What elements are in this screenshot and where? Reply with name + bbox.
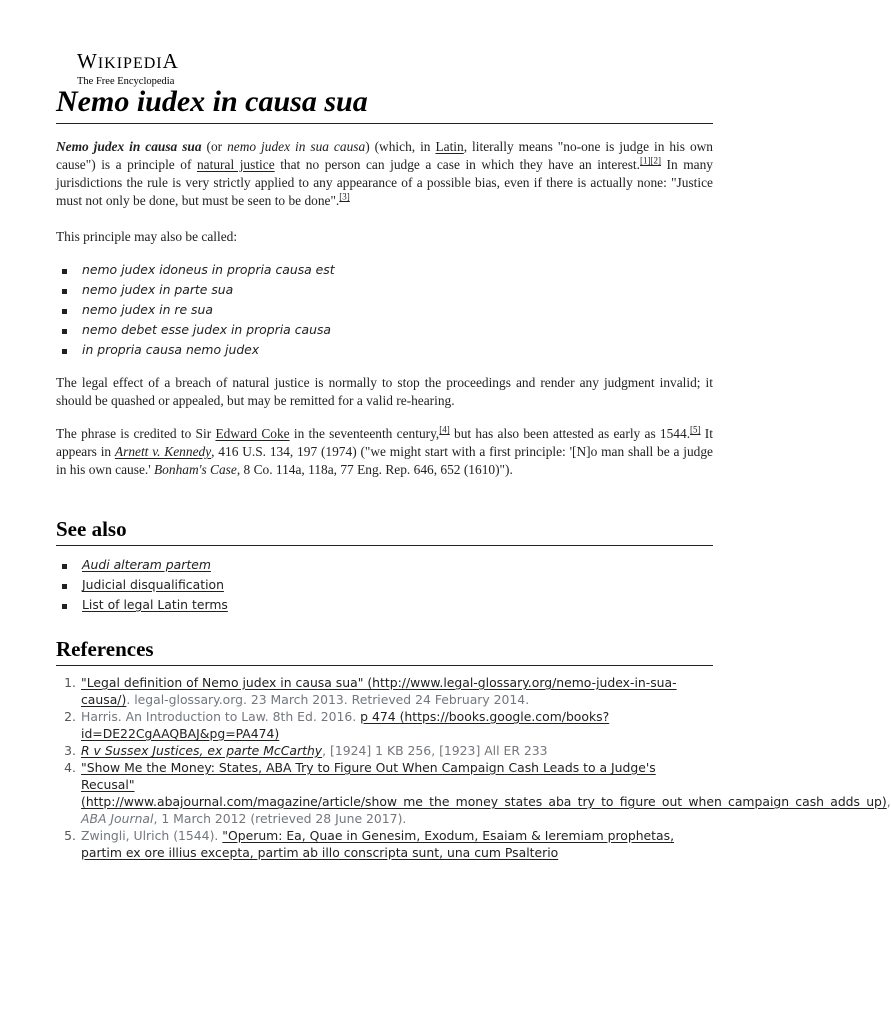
list-item: nemo judex in parte sua xyxy=(56,280,335,300)
reference-item: 1. "Legal definition of Nemo judex in causa sua" (http://www.legal-glossary.org/nemo-judex-in-sua-causa/). legal-glossary.org. 23 March 2013. Retrieved 24 February 2014. xyxy=(64,675,677,707)
reference-link[interactable]: "Show Me the Money: States, ABA Try to Figure Out When Campaign Cash Leads to a Judge's Recusal" (http://www.abajournal.com/magazine/article/show_me_the_money_states_aba_try_to_figure_out_when_campaign_cash_adds_up) xyxy=(81,760,887,809)
citation-2[interactable]: [2] xyxy=(650,155,662,166)
logo-wordmark: WIKIPEDIA xyxy=(77,49,179,73)
see-also-item[interactable]: Judicial disqualification xyxy=(56,575,228,595)
citation-5[interactable]: [5] xyxy=(690,424,701,435)
list-item: nemo judex in re sua xyxy=(56,300,335,320)
list-item: in propria causa nemo judex xyxy=(56,340,335,360)
references-heading: References xyxy=(56,636,713,666)
see-also-item[interactable]: Audi alteram partem xyxy=(56,555,228,575)
latin-link[interactable]: Latin xyxy=(435,139,464,154)
list-item: nemo debet esse judex in propria causa xyxy=(56,320,335,340)
references-list xyxy=(56,674,891,861)
citation-3[interactable]: [3] xyxy=(339,191,350,202)
alt-term: nemo judex in sua causa xyxy=(227,139,366,154)
reference-link[interactable]: "Operum: Ea, Quae in Genesim, Exodum, Esaiam & Ieremiam prophetas, partim ex ore illius excepta, partim ab illo conscripta sunt, una cum Psalterio xyxy=(81,828,675,860)
logo-tagline: The Free Encyclopedia xyxy=(77,76,175,87)
effect-paragraph: The legal effect of a breach of natural justice is normally to stop the proceedings and render any judgment invalid; it should be quashed or appealed, but may be remitted for a valid re-hearing. xyxy=(56,375,713,408)
see-also-heading: See also xyxy=(56,516,713,546)
see-also-item[interactable]: List of legal Latin terms xyxy=(56,595,228,615)
citation-1[interactable]: [1] xyxy=(640,155,651,166)
bonhams-case: Bonham's Case xyxy=(154,462,237,477)
see-also-list xyxy=(56,555,228,615)
also-called-intro: This principle may also be called: xyxy=(56,229,238,244)
reference-item: 2. Harris. An Introduction to Law. 8th Ed. 2016. p 474 (https://books.google.com/books?id=DE22CgAAQBAJ&pg=PA474) xyxy=(64,709,610,741)
also-called-list xyxy=(56,260,335,360)
citation-4[interactable]: [4] xyxy=(439,424,450,435)
natural-justice-link[interactable]: natural justice xyxy=(196,157,275,172)
phrase-paragraph: The phrase is credited to Sir Edward Coke in the seventeenth century,[4] but has also been attested as early as 1544.[5] It appears in Arnett v. Kennedy, 416 U.S. 134, 197 (1974) ("we might start with a first principle: '[N]o man shall be a judge in his own cause.' Bonham's Case, 8 Co. 114a, 118a, 77 Eng. Rep. 646, 652 (1610)"). xyxy=(56,424,713,477)
reference-item: 5. Zwingli, Ulrich (1544). "Operum: Ea, Quae in Genesim, Exodum, Esaiam & Ieremiam prophetas, partim ex ore illius excepta, partim ab illo conscripta sunt, una cum Psalterio xyxy=(64,828,675,860)
reference-link[interactable]: R v Sussex Justices, ex parte McCarthy xyxy=(81,743,323,758)
reference-link[interactable]: "Legal definition of Nemo judex in causa sua" (http://www.legal-glossary.org/nemo-judex-in-sua-causa/) xyxy=(81,675,677,707)
arnett-kennedy-link[interactable]: Arnett v. Kennedy xyxy=(114,444,212,459)
intro-paragraph: Nemo judex in causa sua (or nemo judex in sua causa) (which, in Latin, literally means "no-one is judge in his own cause") is a principle of natural justice that no person can judge a case in which they have an interest.[1][2] In many jurisdictions the rule is very strictly applied to any appearance of a possible bias, even if there is actually none: "Justice must not only be done, but must be seen to be done".[3] xyxy=(56,139,714,208)
reference-item: 4. "Show Me the Money: States, ABA Try to Figure Out When Campaign Cash Leads to a Judge's Recusal" (http://www.abajournal.com/magazine/article/show_me_the_money_states_aba_try_to_figure_out_when_campaign_cash_adds_up), ABA Journal, 1 March 2012 (retrieved 28 June 2017). xyxy=(64,760,891,826)
wikipedia-logo[interactable] xyxy=(77,50,227,88)
reference-item: 3. R v Sussex Justices, ex parte McCarthy, [1924] 1 KB 256, [1923] All ER 233 xyxy=(64,743,548,758)
list-item: nemo judex idoneus in propria causa est xyxy=(56,260,335,280)
edward-coke-link[interactable]: Edward Coke xyxy=(215,426,290,441)
reference-link[interactable]: p 474 (https://books.google.com/books?id=DE22CgAAQBAJ&pg=PA474) xyxy=(81,709,610,741)
page-title: Nemo iudex in causa sua xyxy=(56,84,713,124)
term-bold: Nemo judex in causa sua xyxy=(56,139,202,154)
